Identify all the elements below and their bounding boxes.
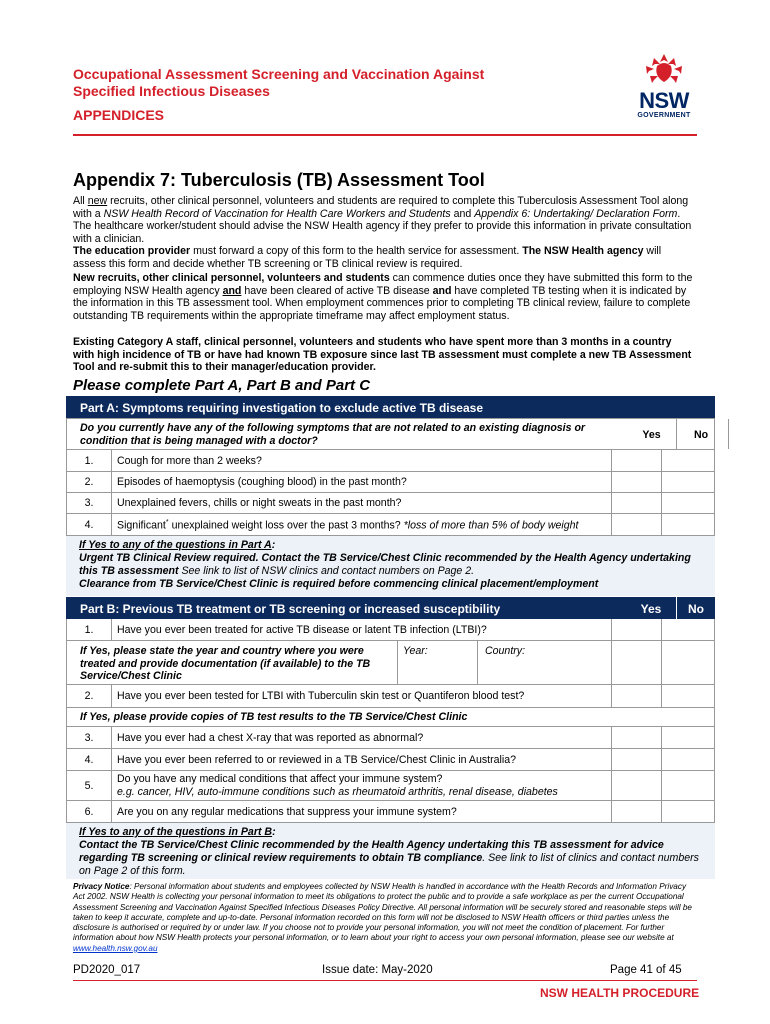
part-b-item-6: 6. Are you on any regular medications that suppress your immune system? (66, 801, 715, 823)
answer-no-cell[interactable] (661, 801, 662, 822)
answer-no-cell[interactable] (661, 472, 662, 492)
yes-column-header: Yes (640, 602, 662, 616)
intro-paragraph-1: All new recruits, other clinical personnel, volunteers and students are required to complete this Tuberculosis Assessment Tool along with a NSW Health Record of Vaccination for Health Care Workers and Students and Appendix 6: Undertaking/ Declaration Form. The healthcare worker/student should advise the NSW Health agency if they prefer to provide this information in private consultation with a clinician. (73, 195, 692, 245)
part-b-item-2: 2. Have you ever been tested for LTBI with Tuberculin skin test or Quantiferon blood test? (66, 685, 715, 708)
nsw-government-logo (628, 52, 700, 124)
year-field[interactable]: Year: (403, 645, 428, 657)
document-series-title: Occupational Assessment Screening and Vaccination Against Specified Infectious Diseases (73, 66, 485, 99)
part-a-item-2: 2. Episodes of haemoptysis (coughing blood) in the past month? (66, 472, 715, 493)
footer-divider (73, 980, 697, 981)
answer-yes-cell[interactable] (611, 450, 612, 471)
no-column-header: No (688, 602, 704, 616)
part-a-question-row: Do you currently have any of the following symptoms that are not related to an existing diagnosis or condition that is being managed with a doctor? Yes No (66, 418, 715, 450)
section-label: APPENDICES (73, 107, 165, 123)
answer-yes-cell[interactable] (611, 727, 612, 748)
part-a-item-1: 1. Cough for more than 2 weeks? (66, 450, 715, 472)
part-a-heading: Part A: Symptoms requiring investigation to exclude active TB disease (66, 396, 715, 418)
issue-date: Issue date: May-2020 (322, 964, 433, 976)
part-a-item-3: 3. Unexplained fevers, chills or night sweats in the past month? (66, 493, 715, 514)
part-b-test-results-note: If Yes, please provide copies of TB test results to the TB Service/Chest Clinic (66, 708, 715, 727)
answer-no-cell[interactable] (661, 771, 662, 800)
part-b-treatment-details-row: If Yes, please state the year and country where you were treated and provide documentation (if available) to the TB Service/Chest Clinic Year: Country: (66, 641, 715, 685)
page-title: Appendix 7: Tuberculosis (TB) Assessment Tool (73, 170, 485, 190)
logo-nsw-text: NSW (639, 88, 689, 113)
part-b-item-1: 1. Have you ever been treated for active TB disease or latent TB infection (LTBI)? (66, 619, 715, 641)
intro-paragraph-3: New recruits, other clinical personnel, volunteers and students can commence duties once they have submitted this form to the employing NSW Health agency and have been cleared of active TB disease and have completed TB testing when it is indicated by the information in this TB assessment tool. When employment commences prior to completing TB clinical review, failure to complete outstanding TB requirements within the appropriate timeframe may affect employment status. (73, 272, 693, 322)
answer-yes-cell[interactable] (611, 619, 612, 640)
answer-no-cell[interactable] (661, 619, 662, 640)
answer-no-cell[interactable] (661, 514, 662, 535)
answer-yes-cell[interactable] (611, 472, 612, 492)
answer-yes-cell[interactable] (611, 493, 612, 513)
header-divider (73, 134, 697, 136)
part-b-item-3: 3. Have you ever had a chest X-ray that was reported as abnormal? (66, 727, 715, 749)
answer-no-cell[interactable] (661, 450, 662, 471)
answer-yes-cell[interactable] (611, 514, 612, 535)
privacy-notice: Privacy Notice: Personal information about students and employees collected by NSW Health is handled in accordance with the Health Records and Information Privacy Act 2002. NSW Health is collecting your personal information to meet its obligations to protect the public and to provide a safe workplace as per the current Occupational Assessment Screening and Vaccination Against Specified Infectious Diseases Policy Directive. All personal information will be securely stored and reasonable steps will be taken to keep it accurate, complete and up-to-date. Personal information recorded on this form will not be disclosed to NSW Health officers or third parties unless the disclosure is authorised or required by or under law. If you choose not to provide your personal information, you will not meet the condition of placement. For further information about how NSW Health protects your personal information, or to learn about your right to access your own personal information, please see our website at www.health.nsw.gov.au (73, 882, 692, 953)
answer-yes-cell[interactable] (611, 685, 612, 707)
part-a-outcome-note: If Yes to any of the questions in Part A: Urgent TB Clinical Review required. Contact the TB Service/Chest Clinic recommended by the Health Agency undertaking this TB assessment See link to list of NSW clinics and contact numbers on Page 2. Clearance from TB Service/Chest Clinic is required before commencing clinical placement/employment (66, 536, 715, 596)
answer-yes-cell[interactable] (611, 771, 612, 800)
part-a-item-4: 4. Significant* unexplained weight loss over the past 3 months? *loss of more than 5% of body weight (66, 514, 715, 536)
part-b-item-4: 4. Have you ever been referred to or reviewed in a TB Service/Chest Clinic in Australia? (66, 749, 715, 771)
procedure-label: NSW HEALTH PROCEDURE (540, 986, 700, 1000)
answer-no-cell[interactable] (661, 727, 662, 748)
intro-paragraph-4: Existing Category A staff, clinical personnel, volunteers and students who have spent more than 3 months in a country with high incidence of TB or have had known TB exposure since last TB assessment must complete a new TB Assessment Tool and re-submit this to their manager/education provider. (73, 336, 692, 374)
document-number: PD2020_017 (73, 964, 141, 976)
part-b-outcome-note: If Yes to any of the questions in Part B: Contact the TB Service/Chest Clinic recommended by the Health Agency undertaking this TB assessment for advice regarding TB screening or clinical review requirements to obtain TB compliance. See link to list of clinics and contact numbers on Page 2 of this form. (66, 823, 715, 879)
answer-yes-cell[interactable] (611, 749, 612, 770)
health-website-link[interactable]: www.health.nsw.gov.au (73, 943, 158, 953)
part-b-item-5: 5. Do you have any medical conditions that affect your immune system? e.g. cancer, HIV, auto-immune conditions such as rheumatoid arthritis, renal disease, diabetes (66, 771, 715, 801)
waratah-icon (628, 52, 700, 92)
intro-paragraph-2: The education provider must forward a copy of this form to the health service for assessment. The NSW Health agency will assess this form and decide whether TB screening or TB clinical review is required. (73, 245, 662, 270)
no-column-header: No (693, 429, 709, 441)
logo-government-text: GOVERNMENT (637, 112, 691, 119)
yes-column-header: Yes (642, 429, 661, 441)
answer-no-cell[interactable] (661, 493, 662, 513)
instructions-subheading: Please complete Part A, Part B and Part C (73, 377, 371, 394)
country-field[interactable]: Country: (485, 645, 526, 657)
answer-no-cell[interactable] (661, 685, 662, 707)
answer-yes-cell[interactable] (611, 801, 612, 822)
part-b-heading: Part B: Previous TB treatment or TB screening or increased susceptibility Yes No (66, 597, 715, 619)
answer-no-cell[interactable] (661, 749, 662, 770)
page-number: Page 41 of 45 (610, 964, 682, 976)
